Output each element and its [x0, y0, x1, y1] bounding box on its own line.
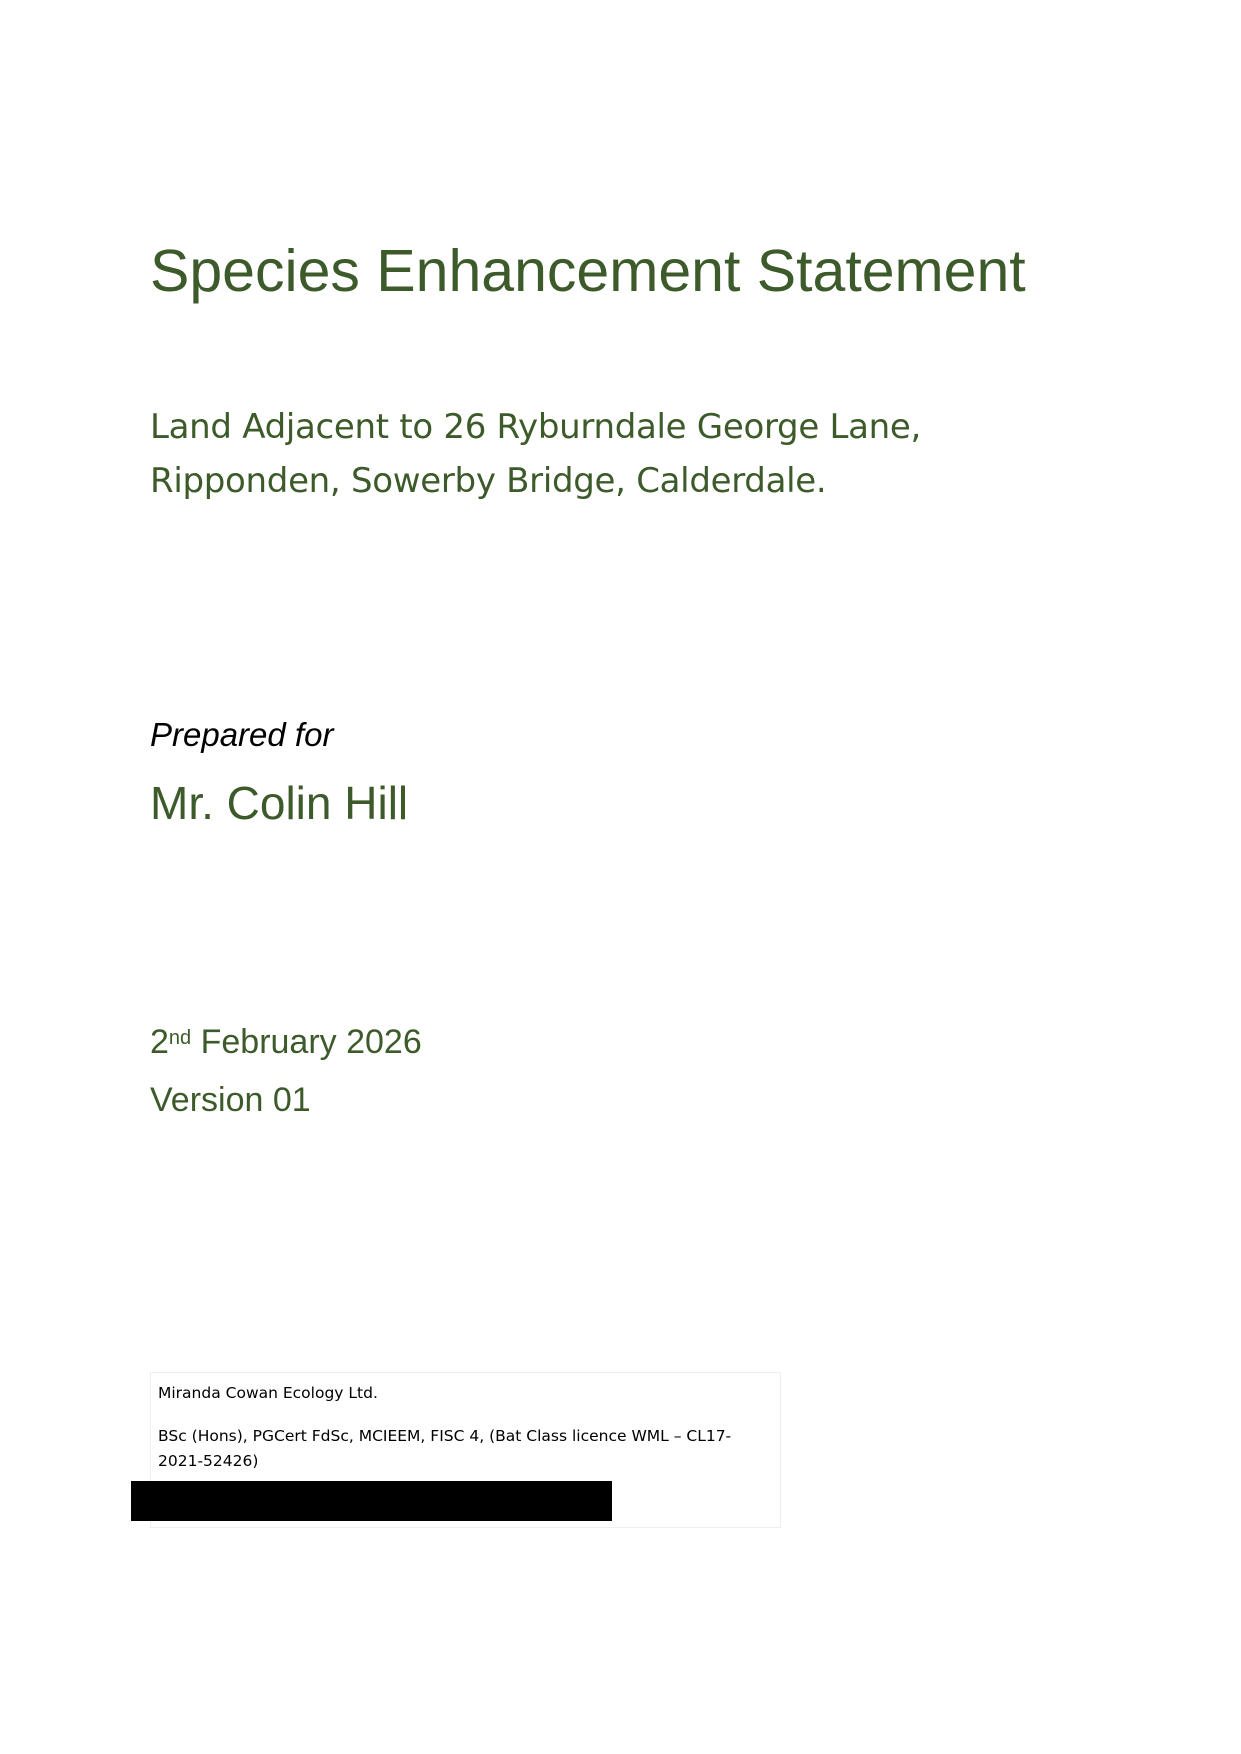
report-date: [150, 1020, 422, 1064]
report-date-day: 2: [150, 1023, 169, 1061]
site-address-line-1: Land Adjacent to 26 Ryburndale George Lane,: [150, 407, 921, 447]
redaction-bar: [131, 1481, 612, 1521]
site-address-line-2: Ripponden, Sowerby Bridge, Calderdale.: [150, 461, 827, 501]
report-date-month-year: February 2026: [191, 1023, 422, 1061]
report-version: Version 01: [150, 1081, 311, 1119]
client-name: Mr. Colin Hill: [150, 777, 409, 829]
document-title: Species Enhancement Statement: [150, 238, 1026, 304]
report-date-ordinal: nd: [168, 1027, 192, 1049]
site-address: [150, 400, 921, 508]
author-company: Miranda Cowan Ecology Ltd.: [158, 1384, 378, 1402]
author-qualifications: BSc (Hons), PGCert FdSc, MCIEEM, FISC 4, (Bat Class licence WML – CL17-2021-52426): [158, 1427, 732, 1470]
prepared-for-label: Prepared for: [150, 716, 334, 753]
